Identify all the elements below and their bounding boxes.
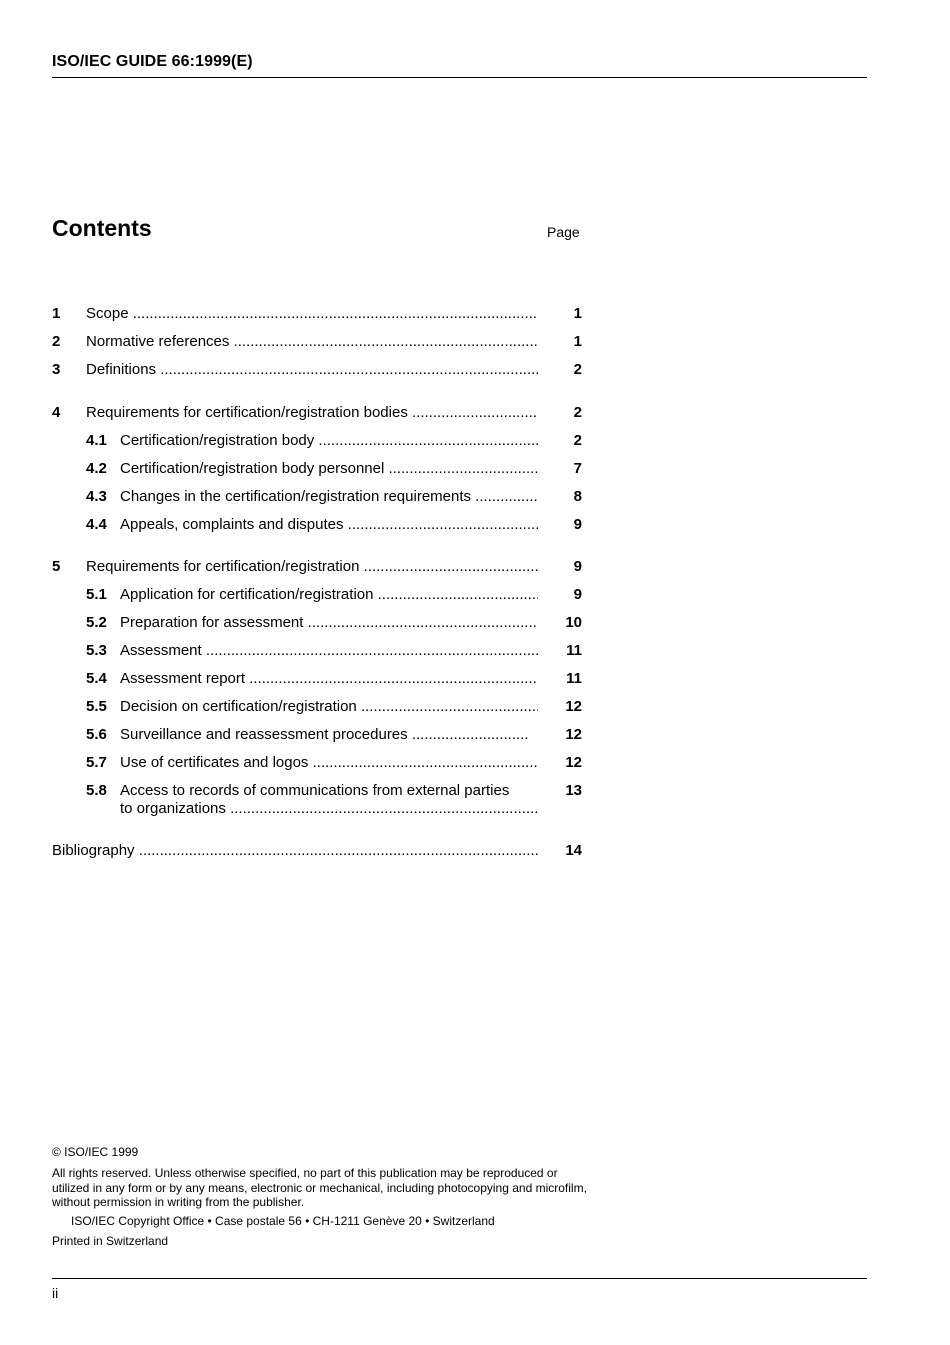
toc-subentry[interactable] [52,641,582,661]
toc-entry-page: 1 [573,305,582,322]
toc-entry-page: 12 [565,726,582,743]
toc-entry-page: 12 [565,754,582,771]
toc-entry-title: Appeals, complaints and disputes ..... [120,515,538,535]
toc-entry[interactable] [52,332,582,352]
toc-entry[interactable] [52,557,582,577]
document-header-title: ISO/IEC GUIDE 66:1999(E) [52,53,253,70]
toc-entry-title: Application for certification/registration ..... [120,585,538,605]
toc-subentry[interactable] [52,459,582,479]
toc-entry-title: Requirements for certification/registration bodies ..... [86,403,538,423]
toc-subentry[interactable] [52,431,582,451]
toc-entry-title: Certification/registration body personnel ..... [120,459,538,479]
toc-subentry[interactable] [52,585,582,605]
toc-subentry[interactable] [52,613,582,633]
toc-entry-title: Assessment ..... [120,641,538,661]
page-column-label: Page [547,224,580,240]
toc-entry-page: 10 [565,614,582,631]
contents-heading: Contents [52,215,152,241]
toc-subentry[interactable] [52,697,582,717]
toc-entry-page: 1 [573,333,582,350]
toc-entry-title: Requirements for certification/registration ..... [86,557,538,577]
toc-entry-page: 2 [573,432,582,449]
toc-entry-page: 7 [573,460,582,477]
toc-entry-title: Bibliography ..... [52,841,538,861]
toc-entry-number: 3 [52,361,61,378]
copyright-notice: © ISO/IEC 1999 [52,1145,139,1159]
toc-entry-number: 5.1 [86,586,107,603]
toc-entry-title: Definitions ..... [86,360,538,380]
rights-statement: All rights reserved. Unless otherwise specified, no part of this publication may be reproduced or utilized in any form or by any means, electronic or mechanical, including photocopying and microfilm, without permission in writing from the publisher. [52,1166,587,1209]
toc-entry-title [120,781,538,817]
toc-entry-page: 2 [573,404,582,421]
toc-entry-title: Changes in the certification/registration requirements ..... [120,487,538,507]
page-number: ii [52,1285,59,1301]
toc-entry-title: Certification/registration body ..... [120,431,538,451]
toc-entry-number: 4.1 [86,432,107,449]
toc-entry-number: 5 [52,558,61,575]
toc-entry-page: 9 [573,586,582,603]
toc-subentry[interactable] [52,781,582,821]
toc-entry-number: 2 [52,333,61,350]
toc-entry-page: 13 [565,782,582,799]
toc-entry-number: 5.3 [86,642,107,659]
toc-subentry[interactable] [52,753,582,773]
toc-entry-number: 5.2 [86,614,107,631]
toc-entry-title-line1: Access to records of communications from external parties [120,782,510,799]
toc-entry-title: Preparation for assessment ..... [120,613,538,633]
toc-entry-title: Decision on certification/registration ..... [120,697,538,717]
toc-entry-page: 11 [566,670,582,687]
printed-location: Printed in Switzerland [52,1234,169,1248]
footer-divider [52,1278,867,1279]
toc-entry-number: 5.5 [86,698,107,715]
toc-entry-number: 4 [52,404,61,421]
toc-subentry[interactable] [52,487,582,507]
toc-entry-page: 14 [565,842,582,859]
toc-entry-number: 4.3 [86,488,107,505]
toc-entry[interactable] [52,360,582,380]
toc-entry-title: Normative references ..... [86,332,538,352]
toc-entry-number: 1 [52,305,61,322]
toc-entry-page: 2 [573,361,582,378]
toc-entry[interactable] [52,304,582,324]
toc-entry-page: 8 [573,488,582,505]
toc-subentry[interactable] [52,725,582,745]
toc-entry-number: 5.7 [86,754,107,771]
toc-entry-number: 5.8 [86,782,107,799]
toc-entry-title: Scope ..... [86,304,538,324]
toc-entry-title: Assessment report ..... [120,669,538,689]
toc-entry-number: 5.4 [86,670,107,687]
toc-entry-number: 5.6 [86,726,107,743]
toc-entry-number: 4.2 [86,460,107,477]
toc-entry-page: 9 [573,516,582,533]
toc-subentry[interactable] [52,669,582,689]
toc-entry-page: 9 [573,558,582,575]
toc-entry-title-line2: to organizations ..... [120,801,538,817]
toc-entry-title: Surveillance and reassessment procedures ..... [120,725,528,745]
toc-entry[interactable] [52,403,582,423]
toc-entry-bibliography[interactable] [52,841,582,861]
toc-entry-page: 11 [566,642,582,659]
copyright-office-address: ISO/IEC Copyright Office • Case postale 56 • CH-1211 Genève 20 • Switzerland [71,1214,495,1228]
toc-entry-number: 4.4 [86,516,107,533]
toc-subentry[interactable] [52,515,582,535]
header-divider [52,77,867,78]
toc-entry-title: Use of certificates and logos ..... [120,753,538,773]
toc-entry-page: 12 [565,698,582,715]
